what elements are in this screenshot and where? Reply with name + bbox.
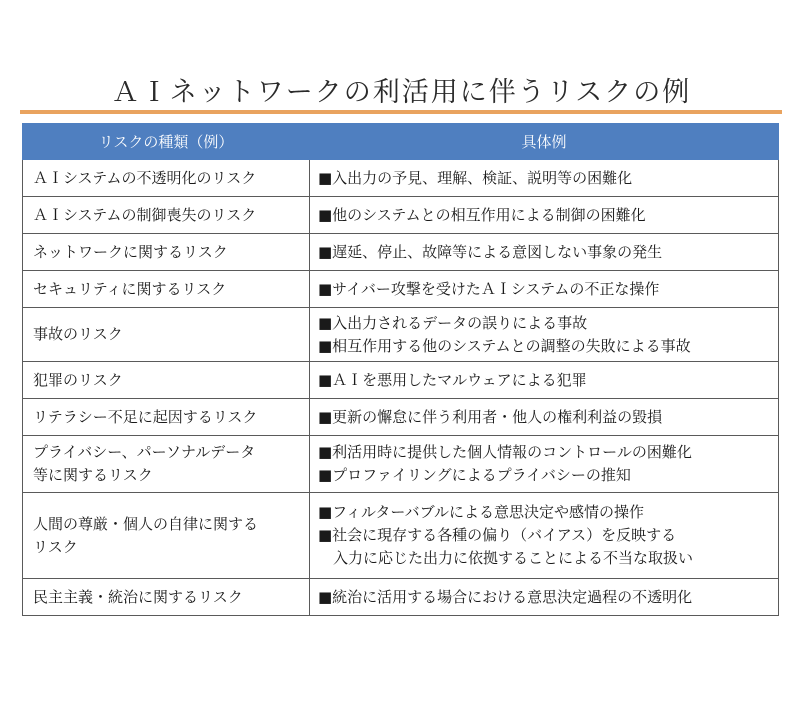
table-row bbox=[23, 308, 779, 362]
risk-example-text: ■入出力されるデータの誤りによる事故 bbox=[318, 313, 588, 332]
risk-category-text: 犯罪のリスク bbox=[33, 370, 123, 389]
risk-example-text: ■更新の懈怠に伴う利用者・他人の権利利益の毀損 bbox=[318, 407, 663, 426]
risk-category-text: セキュリティに関するリスク bbox=[33, 279, 227, 298]
risk-category-text: 人間の尊厳・個人の自律に関する bbox=[33, 514, 259, 533]
risk-category-text: 事故のリスク bbox=[33, 325, 123, 343]
risk-category-text: プライバシー、パーソナルデータ bbox=[33, 443, 256, 461]
title-underline bbox=[20, 110, 782, 114]
risk-example-cell bbox=[310, 399, 779, 436]
table-row bbox=[23, 160, 779, 197]
risk-example-text: ■ＡＩを悪用したマルウェアによる犯罪 bbox=[318, 370, 587, 389]
table-row bbox=[23, 493, 779, 579]
page-title: ＡＩネットワークの利活用に伴うリスクの例 bbox=[111, 77, 692, 108]
risk-category-text: リテラシー不足に起因するリスク bbox=[33, 407, 258, 426]
risk-example-text: ■フィルターバブルによる意思決定や感情の操作 bbox=[318, 503, 645, 521]
risk-category-cell bbox=[23, 579, 310, 616]
risk-example-text: ■社会に現存する各種の偏り（バイアス）を反映する bbox=[318, 526, 677, 544]
risk-category-cell bbox=[23, 234, 310, 271]
table-row bbox=[23, 579, 779, 616]
header-examples: 具体例 bbox=[310, 124, 779, 160]
risk-example-cell bbox=[310, 197, 779, 234]
risk-category-cell bbox=[23, 362, 310, 399]
table-body bbox=[23, 160, 779, 616]
risk-category-cell bbox=[23, 493, 310, 579]
risk-category-cell bbox=[23, 399, 310, 436]
risk-example-cell bbox=[310, 362, 779, 399]
risk-category-text: ＡＩシステムの不透明化のリスク bbox=[33, 168, 257, 187]
risk-example-text: ■サイバー攻撃を受けたＡＩシステムの不正な操作 bbox=[318, 279, 660, 298]
risk-example-cell bbox=[310, 579, 779, 616]
table-row bbox=[23, 362, 779, 399]
table-header-row bbox=[23, 124, 779, 160]
risk-example-text: ■遅延、停止、故障等による意図しない事象の発生 bbox=[318, 242, 663, 261]
risk-category-text: ＡＩシステムの制御喪失のリスク bbox=[33, 205, 257, 224]
risk-category-cell bbox=[23, 197, 310, 234]
risk-example-text: ■プロファイリングによるプライバシーの推知 bbox=[318, 466, 631, 484]
table-row bbox=[23, 399, 779, 436]
risk-example-cell bbox=[310, 493, 779, 579]
table-row bbox=[23, 271, 779, 308]
risk-category-cell bbox=[23, 271, 310, 308]
risk-example-text: ■相互作用する他のシステムとの調整の失敗による事故 bbox=[318, 336, 691, 355]
risk-category-cell bbox=[23, 436, 310, 493]
risk-example-cell bbox=[310, 436, 779, 493]
risk-example-text: ■入出力の予見、理解、検証、説明等の困難化 bbox=[318, 168, 633, 187]
risk-example-text: ■利活用時に提供した個人情報のコントロールの困難化 bbox=[318, 443, 692, 461]
risk-category-cell bbox=[23, 160, 310, 197]
risk-example-text: ■他のシステムとの相互作用による制御の困難化 bbox=[318, 205, 646, 224]
risk-table bbox=[22, 123, 779, 616]
risk-category-text: ネットワークに関するリスク bbox=[33, 242, 228, 261]
risk-category-text: リスク bbox=[33, 537, 78, 556]
risk-example-cell bbox=[310, 308, 779, 362]
header-risk-type: リスクの種類（例） bbox=[23, 124, 310, 160]
risk-example-cell bbox=[310, 271, 779, 308]
risk-example-text: ■統治に活用する場合における意思決定過程の不透明化 bbox=[318, 587, 693, 606]
risk-example-cell bbox=[310, 160, 779, 197]
risk-example-cell bbox=[310, 234, 779, 271]
risk-category-cell bbox=[23, 308, 310, 362]
risk-example-text: 入力に応じた出力に依拠することによる不当な取扱い bbox=[318, 549, 694, 567]
risk-category-text: 民主主義・統治に関するリスク bbox=[33, 587, 243, 606]
table-row bbox=[23, 197, 779, 234]
table-row bbox=[23, 234, 779, 271]
risk-category-text: 等に関するリスク bbox=[33, 466, 153, 484]
table-row bbox=[23, 436, 779, 493]
